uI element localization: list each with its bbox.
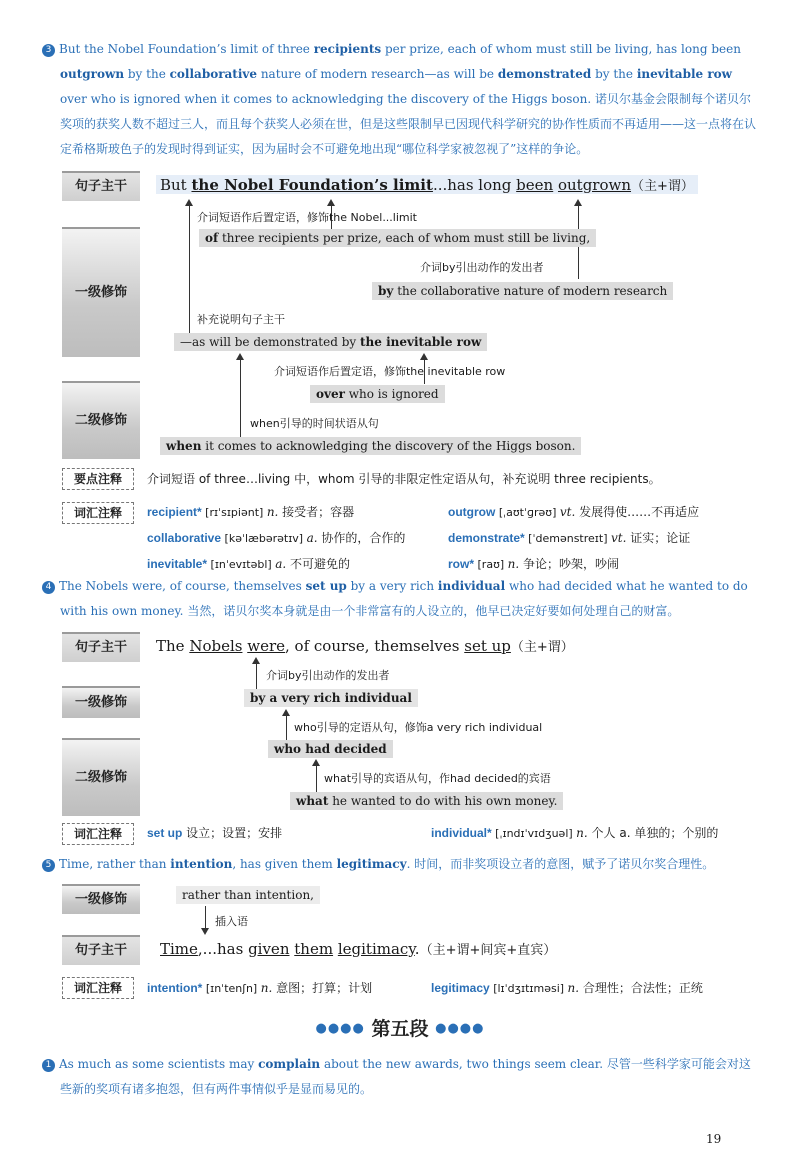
vocab-phonetic: [lɪˈdʒɪtɪməsi] [489, 982, 568, 995]
vocab-word: set up [147, 826, 183, 840]
dots-decoration: ●●●● [435, 1021, 485, 1036]
connector-line [256, 662, 257, 690]
modifier-phrase: of three recipients per prize, each of whom must still be living, [199, 229, 596, 247]
main-clause: The Nobels were, of course, themselves set up（主+谓） [156, 637, 574, 655]
keyword: individual [437, 579, 506, 593]
vocab-pos: n. [266, 505, 283, 519]
keyword: demonstrated [497, 67, 592, 81]
connector-line [240, 358, 241, 438]
paragraph-number: 1 [42, 1059, 55, 1072]
vocab-pos: vt. [611, 531, 631, 545]
vocab-item [431, 824, 718, 841]
key-note-text: 介词短语 of three…living 中，whom 引导的非限定性定语从句，补充说明 three recipients。 [147, 472, 661, 486]
vocab-item [147, 503, 354, 520]
paragraph-text [59, 1057, 751, 1096]
label-first-level: 一级修饰 [62, 227, 140, 357]
arrow-up-icon [236, 353, 244, 360]
label-second-level: 二级修饰 [62, 738, 140, 816]
modifier-phrase: by the collaborative nature of modern research [372, 282, 673, 300]
annotation: 介词短语作后置定语，修饰the Nobel...limit [197, 211, 417, 224]
paragraph-number: 5 [42, 859, 55, 872]
connector-line [316, 764, 317, 792]
keyword: set up [305, 579, 347, 593]
arrow-up-icon [312, 759, 320, 766]
label-second-level: 二级修饰 [62, 381, 140, 459]
vocab-phonetic: [ˈdemənstreɪt] [524, 532, 611, 545]
paragraph-number: 4 [42, 581, 55, 594]
vocab-phonetic: [ɪnˈevɪtəbl] [207, 558, 276, 571]
arrow-up-icon [574, 199, 582, 206]
vocab-definition: 设立；设置；安排 [186, 826, 283, 840]
dots-decoration: ●●●● [315, 1021, 365, 1036]
paragraph-number: 3 [42, 44, 55, 57]
vocab-word: recipient* [147, 505, 202, 519]
keyword: recipients [313, 42, 382, 56]
keyword: complain [258, 1057, 321, 1071]
keyword: intention [170, 857, 233, 871]
arrow-up-icon [282, 709, 290, 716]
vocab-pos: a. [306, 531, 322, 545]
vocab-word: row* [448, 557, 475, 571]
vocab-definition: 争论；吵架，吵闹 [523, 557, 620, 571]
arrow-down-icon [201, 928, 209, 935]
vocab-pos: a. [275, 557, 290, 571]
text-run: nature of modern research—as will be [257, 67, 498, 81]
arrow-up-icon [185, 199, 193, 206]
vocab-item [448, 529, 690, 546]
modifier-phrase: —as will be demonstrated by the inevitable row [174, 333, 487, 351]
text-run: by a very rich [346, 579, 438, 593]
modifier-phrase: by a very rich individual [244, 689, 418, 707]
vocab-pos: n. [567, 981, 583, 995]
key-note-label: 要点注释 [62, 468, 134, 490]
main-clause: But the Nobel Foundation’s limit...has long been outgrown（主+谓） [156, 175, 698, 194]
vocab-label: 词汇注释 [62, 823, 134, 845]
keyword: collaborative [169, 67, 258, 81]
modifier-phrase: who had decided [268, 740, 393, 758]
vocab-label: 词汇注释 [62, 502, 134, 524]
text-run: who had decided what he wanted to do with his own money. [60, 579, 748, 618]
vocab-word: outgrow [448, 505, 496, 519]
text-run: 尽管一些科学家可能会对这些新的奖项有诸多抱怨，但有两件事情似乎是显而易见的。 [60, 1057, 751, 1096]
vocab-word: intention* [147, 981, 203, 995]
text-run: 当然，诺贝尔奖本身就是由一个非常富有的人设立的，他早已决定好要如何处理自己的财富。 [187, 604, 680, 618]
text-run: As much as some scientists may [59, 1057, 259, 1071]
vocab-definition: 意图；打算；计划 [276, 981, 373, 995]
vocab-pos: vt. [559, 505, 580, 519]
paragraph-4 [45, 574, 756, 624]
text-run: . 时间，而非奖项设立者的意图，赋予了诺贝尔奖合理性。 [406, 857, 715, 871]
section-title: 第五段 [371, 1018, 429, 1040]
vocab-item [147, 824, 282, 841]
page-number: 19 [706, 1132, 722, 1146]
text-run: per prize, each of whom must still be living, has long been [381, 42, 741, 56]
paragraph-text [59, 42, 756, 156]
text-run: about the new awards, two things seem clear. [320, 1057, 607, 1071]
keyword: inevitable row [636, 67, 732, 81]
modifier-phrase: what he wanted to do with his own money. [290, 792, 563, 810]
text-run: by the [591, 67, 637, 81]
connector-line [286, 714, 287, 740]
vocab-definition: 接受者；容器 [282, 505, 355, 519]
vocab-definition: 证实；论证 [630, 531, 691, 545]
vocab-word: legitimacy [431, 981, 490, 995]
label-main-clause: 句子主干 [62, 632, 140, 662]
arrow-up-icon [420, 353, 428, 360]
vocab-phonetic: [raʊ] [474, 558, 508, 571]
annotation: 介词by引出动作的发出者 [420, 261, 544, 274]
vocab-item [147, 555, 350, 572]
vocab-word: individual* [431, 826, 492, 840]
text-run: 诺贝尔基金会限制每个诺贝尔奖项的获奖人数不超过三人，而且每个获奖人必须在世，但是这些限制早已因现代科学研究的协作性质而不再适用——这一点将在认定希格斯玻色子的发现时得到证实，因为届时会不可避免地出现“哪位科学家被忽视了”这样的争论。 [60, 92, 757, 156]
paragraph-text [59, 857, 714, 871]
text-run: Time, rather than [59, 857, 171, 871]
annotation: 介词短语作后置定语，修饰the inevitable row [274, 365, 506, 378]
vocab-word: inevitable* [147, 557, 208, 571]
text-run: But the Nobel Foundation’s limit of three [59, 42, 314, 56]
vocab-definition: 合理性；合法性；正统 [582, 981, 703, 995]
vocab-phonetic: [kəˈlæbərətɪv] [221, 532, 307, 545]
keyword: legitimacy [336, 857, 407, 871]
connector-line [205, 906, 206, 930]
modifier-phrase: over who is ignored [310, 385, 445, 403]
section5-paragraph-1 [45, 1052, 756, 1102]
main-clause: Time,...has given them legitimacy.（主+谓+间宾+直宾） [160, 940, 557, 958]
vocab-phonetic: [ˌɪndɪˈvɪdʒuəl] [491, 827, 577, 840]
vocab-definition: 个人 a. 单独的；个别的 [591, 826, 719, 840]
vocab-definition: 协作的，合作的 [321, 531, 406, 545]
arrow-up-icon [327, 199, 335, 206]
text-run: over who is ignored when it comes to acknowledging the discovery of the Higgs boson. [60, 92, 595, 106]
vocab-item [431, 979, 703, 996]
vocab-item [147, 979, 372, 996]
vocab-item [448, 503, 699, 520]
section-heading [0, 1014, 800, 1041]
text-run: by the [124, 67, 170, 81]
label-first-level: 一级修饰 [62, 686, 140, 718]
label-main-clause: 句子主干 [62, 935, 140, 965]
modifier-phrase: when it comes to acknowledging the discovery of the Higgs boson. [160, 437, 581, 455]
vocab-word: demonstrate* [448, 531, 525, 545]
annotation: who引导的定语从句，修饰a very rich individual [294, 721, 543, 734]
vocab-pos: n. [260, 981, 277, 995]
vocab-phonetic: [rɪˈsɪpiənt] [201, 506, 267, 519]
connector-line [189, 204, 190, 334]
label-main-clause: 句子主干 [62, 171, 140, 201]
vocab-label: 词汇注释 [62, 977, 134, 999]
vocab-phonetic: [ˌaʊtˈɡrəʊ] [495, 506, 560, 519]
vocab-word: collaborative [147, 531, 222, 545]
annotation: 补充说明句子主干 [197, 313, 285, 326]
paragraph-3 [45, 37, 757, 162]
annotation: 插入语 [215, 915, 248, 928]
vocab-phonetic: [ɪnˈtenʃn] [202, 982, 261, 995]
vocab-pos: n. [576, 826, 592, 840]
label-first-level: 一级修饰 [62, 884, 140, 914]
modifier-phrase: rather than intention, [176, 886, 320, 904]
keyword: outgrown [60, 67, 125, 81]
text-run: , has given them [232, 857, 337, 871]
vocab-pos: n. [507, 557, 524, 571]
text-run: The Nobels were, of course, themselves [59, 579, 306, 593]
arrow-up-icon [252, 657, 260, 664]
annotation: what引导的宾语从句，作had decided的宾语 [324, 772, 551, 785]
vocab-item [147, 529, 405, 546]
annotation: 介词by引出动作的发出者 [266, 669, 390, 682]
paragraph-text [59, 579, 748, 618]
annotation: when引导的时间状语从句 [250, 417, 379, 430]
vocab-definition: 发展得使……不再适应 [579, 505, 700, 519]
vocab-definition: 不可避免的 [289, 557, 350, 571]
paragraph-5 [45, 852, 756, 877]
vocab-item [448, 555, 619, 572]
